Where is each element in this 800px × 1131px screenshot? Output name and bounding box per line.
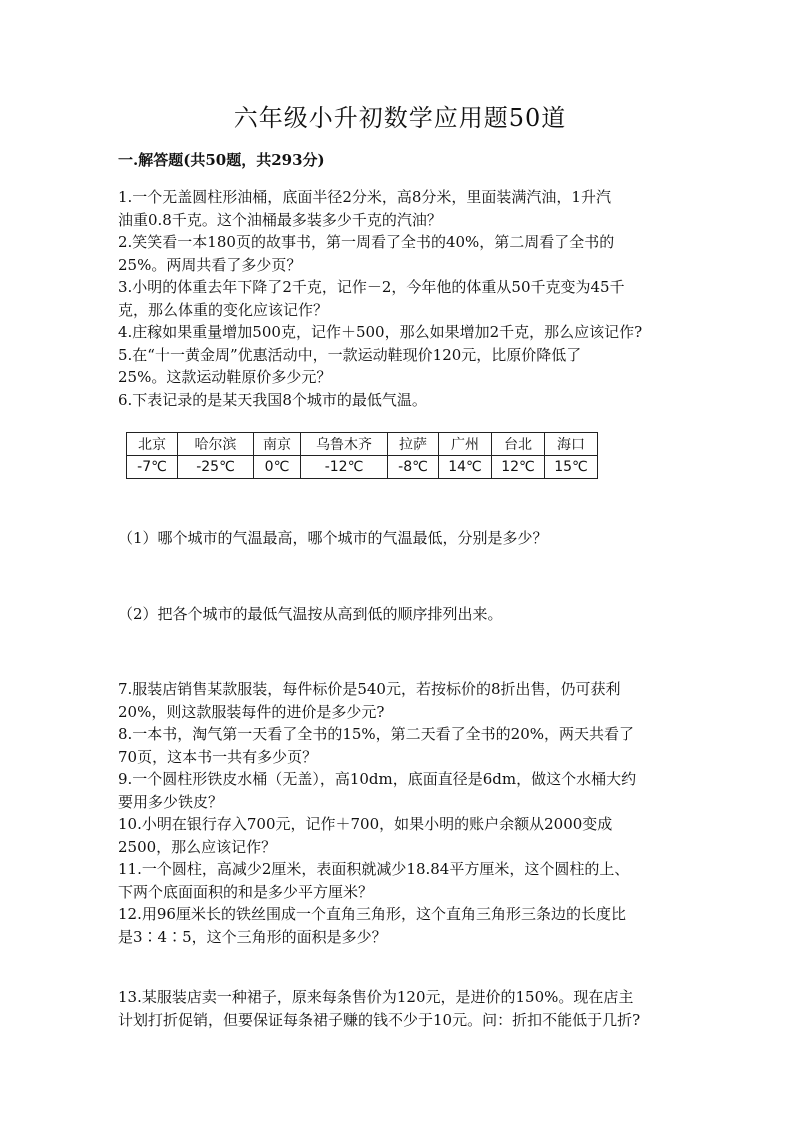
table-cell: -12℃ <box>301 456 388 479</box>
table-cell: 14℃ <box>439 456 492 479</box>
table-row-temps <box>127 456 598 479</box>
sub-question-1: （1）哪个城市的气温最高，哪个城市的气温最低，分别是多少？ <box>118 529 548 547</box>
text-line: 10.小明在银行存入700元，记作＋700，如果小明的账户余额从2000变成 <box>118 815 613 833</box>
text-line: 5.在“十一黄金周”优惠活动中，一款运动鞋现价120元，比原价降低了 <box>118 345 582 364</box>
text-line: 13.某服装店卖一种裙子，原来每条售价为120元，是进价的150%。现在店主 <box>118 988 634 1006</box>
section-heading: 一.解答题(共50题，共293分) <box>118 151 325 169</box>
text-line: 20%，则这款服装每件的进价是多少元? <box>118 702 385 721</box>
text-line: 11.一个圆柱，高减少2厘米，表面积就减少18.84平方厘米，这个圆柱的上、 <box>118 860 630 878</box>
text-line: 克，那么体重的变化应该记作？ <box>118 300 329 319</box>
text-line: 3.小明的体重去年下降了2千克，记作－2，今年他的体重从50千克变为45千 <box>118 278 625 296</box>
table-cell: 广州 <box>439 433 492 456</box>
text-line: 9.一个圆柱形铁皮水桶（无盖），高10dm，底面直径是6dm，做这个水桶大约 <box>118 770 637 788</box>
text-line: 70页，这本书一共有多少页？ <box>118 747 318 766</box>
text-line: 6.下表记录的是某天我国8个城市的最低气温。 <box>118 390 427 409</box>
text-line: 4.庄稼如果重量增加500克，记作＋500，那么如果增加2千克，那么应该记作? <box>118 323 643 341</box>
table-cell: 乌鲁木齐 <box>301 433 388 456</box>
table-cell: 12℃ <box>492 456 545 479</box>
table-cell: 0℃ <box>254 456 301 479</box>
text-line: 2.笑笑看一本180页的故事书，第一周看了全书的40%，第二周看了全书的 <box>118 233 615 251</box>
text-line: 25%。两周共看了多少页？ <box>118 255 302 274</box>
text-line: 25%。这款运动鞋原价多少元？ <box>118 368 332 386</box>
table-cell: 哈尔滨 <box>178 433 254 456</box>
table-cell: 台北 <box>492 433 545 456</box>
table-cell: 拉萨 <box>388 433 439 456</box>
text-line: 7.服装店销售某款服装，每件标价是540元，若按标价的8折出售，仍可获利 <box>118 680 621 698</box>
page-title: 六年级小升初数学应用题50道 <box>233 104 567 132</box>
text-line: 要用多少铁皮？ <box>118 792 224 811</box>
text-line: 计划打折促销，但要保证每条裙子赚的钱不少于10元。问：折扣不能低于几折? <box>118 1010 641 1029</box>
question-group-3 <box>118 986 708 1031</box>
table-cell: 海口 <box>545 433 598 456</box>
text-line: 下两个底面面积的和是多少平方厘米？ <box>118 882 374 901</box>
table-cell: -7℃ <box>127 456 178 479</box>
text-line: 2500，那么应该记作？ <box>118 837 277 856</box>
sub-question-2: （2）把各个城市的最低气温按从高到低的顺序排列出来。 <box>118 605 503 623</box>
table-row-cities <box>127 433 598 456</box>
text-line: 是3∶4∶5，这个三角形的面积是多少？ <box>118 927 387 946</box>
text-line: 12.用96厘米长的铁丝围成一个直角三角形，这个直角三角形三条边的长度比 <box>118 905 626 923</box>
table-cell: -25℃ <box>178 456 254 479</box>
text-line: 1.一个无盖圆柱形油桶，底面半径2分米，高8分米，里面装满汽油，1升汽 <box>118 188 611 206</box>
question-group-2 <box>118 678 708 948</box>
text-line: 8.一本书，淘气第一天看了全书的15%，第二天看了全书的20%，两天共看了 <box>118 725 634 743</box>
table-cell: 北京 <box>127 433 178 456</box>
table-cell: 15℃ <box>545 456 598 479</box>
table-cell: 南京 <box>254 433 301 456</box>
text-line: 油重0.8千克。这个油桶最多装多少千克的汽油？ <box>118 210 442 229</box>
question-group-1 <box>118 186 708 411</box>
temperature-table <box>126 432 598 479</box>
table-cell: -8℃ <box>388 456 439 479</box>
